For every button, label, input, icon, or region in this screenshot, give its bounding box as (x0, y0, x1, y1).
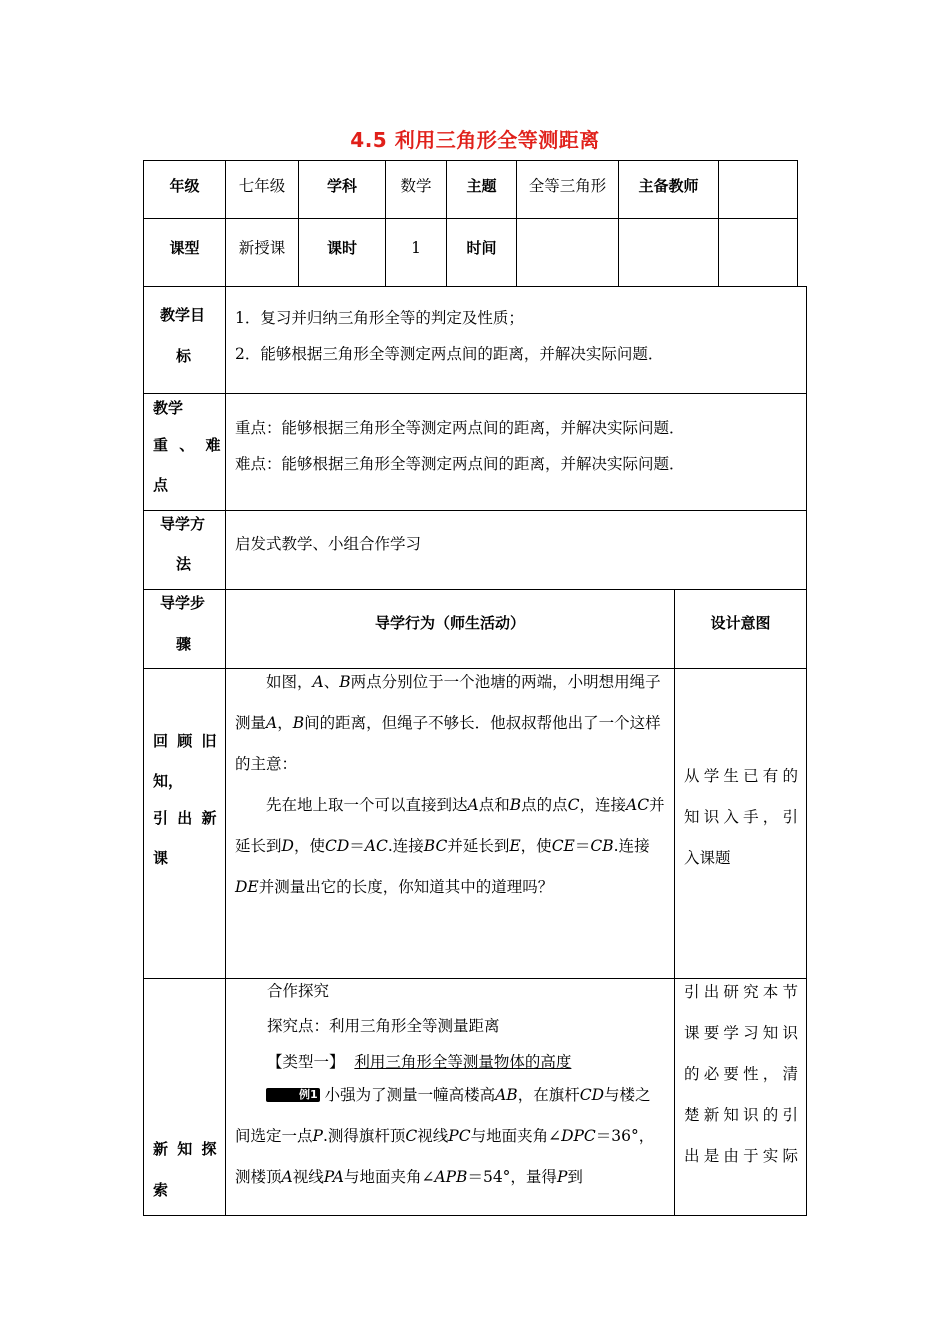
explore-intent-line: 引出研究本节 (684, 983, 798, 1001)
example-badge-icon: 例1 (266, 1088, 320, 1102)
explore-intent-line: 的必要性，清 (684, 1065, 798, 1083)
table-border (806, 286, 807, 1216)
explore-label: 新 知 探 (153, 1140, 217, 1158)
method-label: 导学方 (160, 515, 206, 533)
review-label: 知， (153, 772, 184, 790)
table-border (143, 218, 798, 219)
explore-intent-line: 出是由于实际 (684, 1147, 798, 1165)
table-border (797, 160, 798, 287)
table-border (718, 160, 719, 287)
keypoints-label: 重 、 难 (153, 436, 221, 454)
type-value: 新授课 (238, 239, 286, 257)
explore-type (267, 1052, 571, 1072)
type-label: 课型 (169, 239, 200, 257)
grade-label: 年级 (169, 177, 200, 195)
example-content (235, 1075, 665, 1198)
topic-label: 主题 (466, 177, 497, 195)
intent-header: 设计意图 (710, 614, 771, 632)
review-label: 引 出 新 (153, 809, 217, 827)
teacher-label: 主备教师 (638, 177, 699, 195)
hours-label: 课时 (326, 239, 357, 257)
steps-label: 导学步 (160, 594, 206, 612)
review-intent-line: 入课题 (684, 849, 731, 867)
explore-point: 探究点：利用三角形全等测量距离 (267, 1017, 500, 1035)
table-border (674, 589, 675, 1216)
review-label: 回 顾 旧 (153, 732, 217, 750)
hours-value: 1 (411, 239, 421, 257)
goal-item: 1．复习并归纳三角形全等的判定及性质； (235, 309, 524, 327)
method-label: 法 (176, 555, 192, 573)
grade-value: 七年级 (238, 177, 286, 195)
table-border (143, 589, 807, 590)
explore-intent-line: 楚新知识的引 (684, 1106, 798, 1124)
table-border (143, 286, 807, 287)
review-paragraph: 先在地上取一个可以直接到达A点和B点的点C，连接AC并延长到D，使CD＝AC.连接BC并延长到E，使CE＝CB.连接DE并测量出它的长度，你知道其中的道理吗？ (235, 796, 665, 896)
goals-label: 教学目 (160, 306, 206, 324)
table-border (143, 286, 144, 1216)
review-intent-line: 从学生已有的 (684, 767, 798, 785)
review-paragraph: 如图，A、B两点分别位于一个池塘的两端，小明想用绳子测量A，B间的距离，但绳子不够长．他叔叔帮他出了一个这样的主意： (235, 673, 661, 773)
review-label: 课 (153, 849, 169, 867)
table-border (143, 160, 798, 161)
table-border (143, 393, 807, 394)
goal-item: 2．能够根据三角形全等测定两点间的距离，并解决实际问题． (235, 345, 664, 363)
steps-label: 骤 (176, 635, 192, 653)
explore-heading: 合作探究 (267, 982, 330, 1000)
table-border (143, 510, 807, 511)
keypoint-item: 难点：能够根据三角形全等测定两点间的距离，并解决实际问题． (235, 455, 685, 473)
keypoints-label: 点 (153, 476, 169, 494)
table-border (225, 286, 226, 1216)
subject-value: 数学 (400, 177, 432, 195)
subject-label: 学科 (326, 177, 357, 195)
table-border (143, 978, 807, 979)
method-value: 启发式教学、小组合作学习 (235, 535, 422, 553)
keypoint-item: 重点：能够根据三角形全等测定两点间的距离，并解决实际问题． (235, 419, 685, 437)
table-border (143, 1215, 807, 1216)
example-paragraph: 例1 小强为了测量一幢高楼高AB，在旗杆CD与楼之间选定一点P.测得旗杆顶C视线PC与地面夹角∠DPC＝36°，测楼顶A视线PA与地面夹角∠APB＝54°，量得P到 (235, 1086, 655, 1186)
activity-header: 导学行为（师生活动） (374, 614, 525, 632)
explore-label: 索 (153, 1181, 169, 1199)
topic-value: 全等三角形 (528, 177, 607, 195)
goals-label: 标 (176, 347, 192, 365)
review-intent-line: 知识入手，引 (684, 808, 798, 826)
type-title: 利用三角形全等测量物体的高度 (354, 1053, 572, 1071)
type-tag: 【类型一】 (267, 1053, 345, 1071)
document-title: 4.5 利用三角形全等测距离 (350, 128, 600, 152)
review-content (235, 662, 665, 908)
keypoints-label: 教学 (153, 399, 184, 417)
time-label: 时间 (466, 239, 497, 257)
explore-intent-line: 课要学习知识 (684, 1024, 798, 1042)
